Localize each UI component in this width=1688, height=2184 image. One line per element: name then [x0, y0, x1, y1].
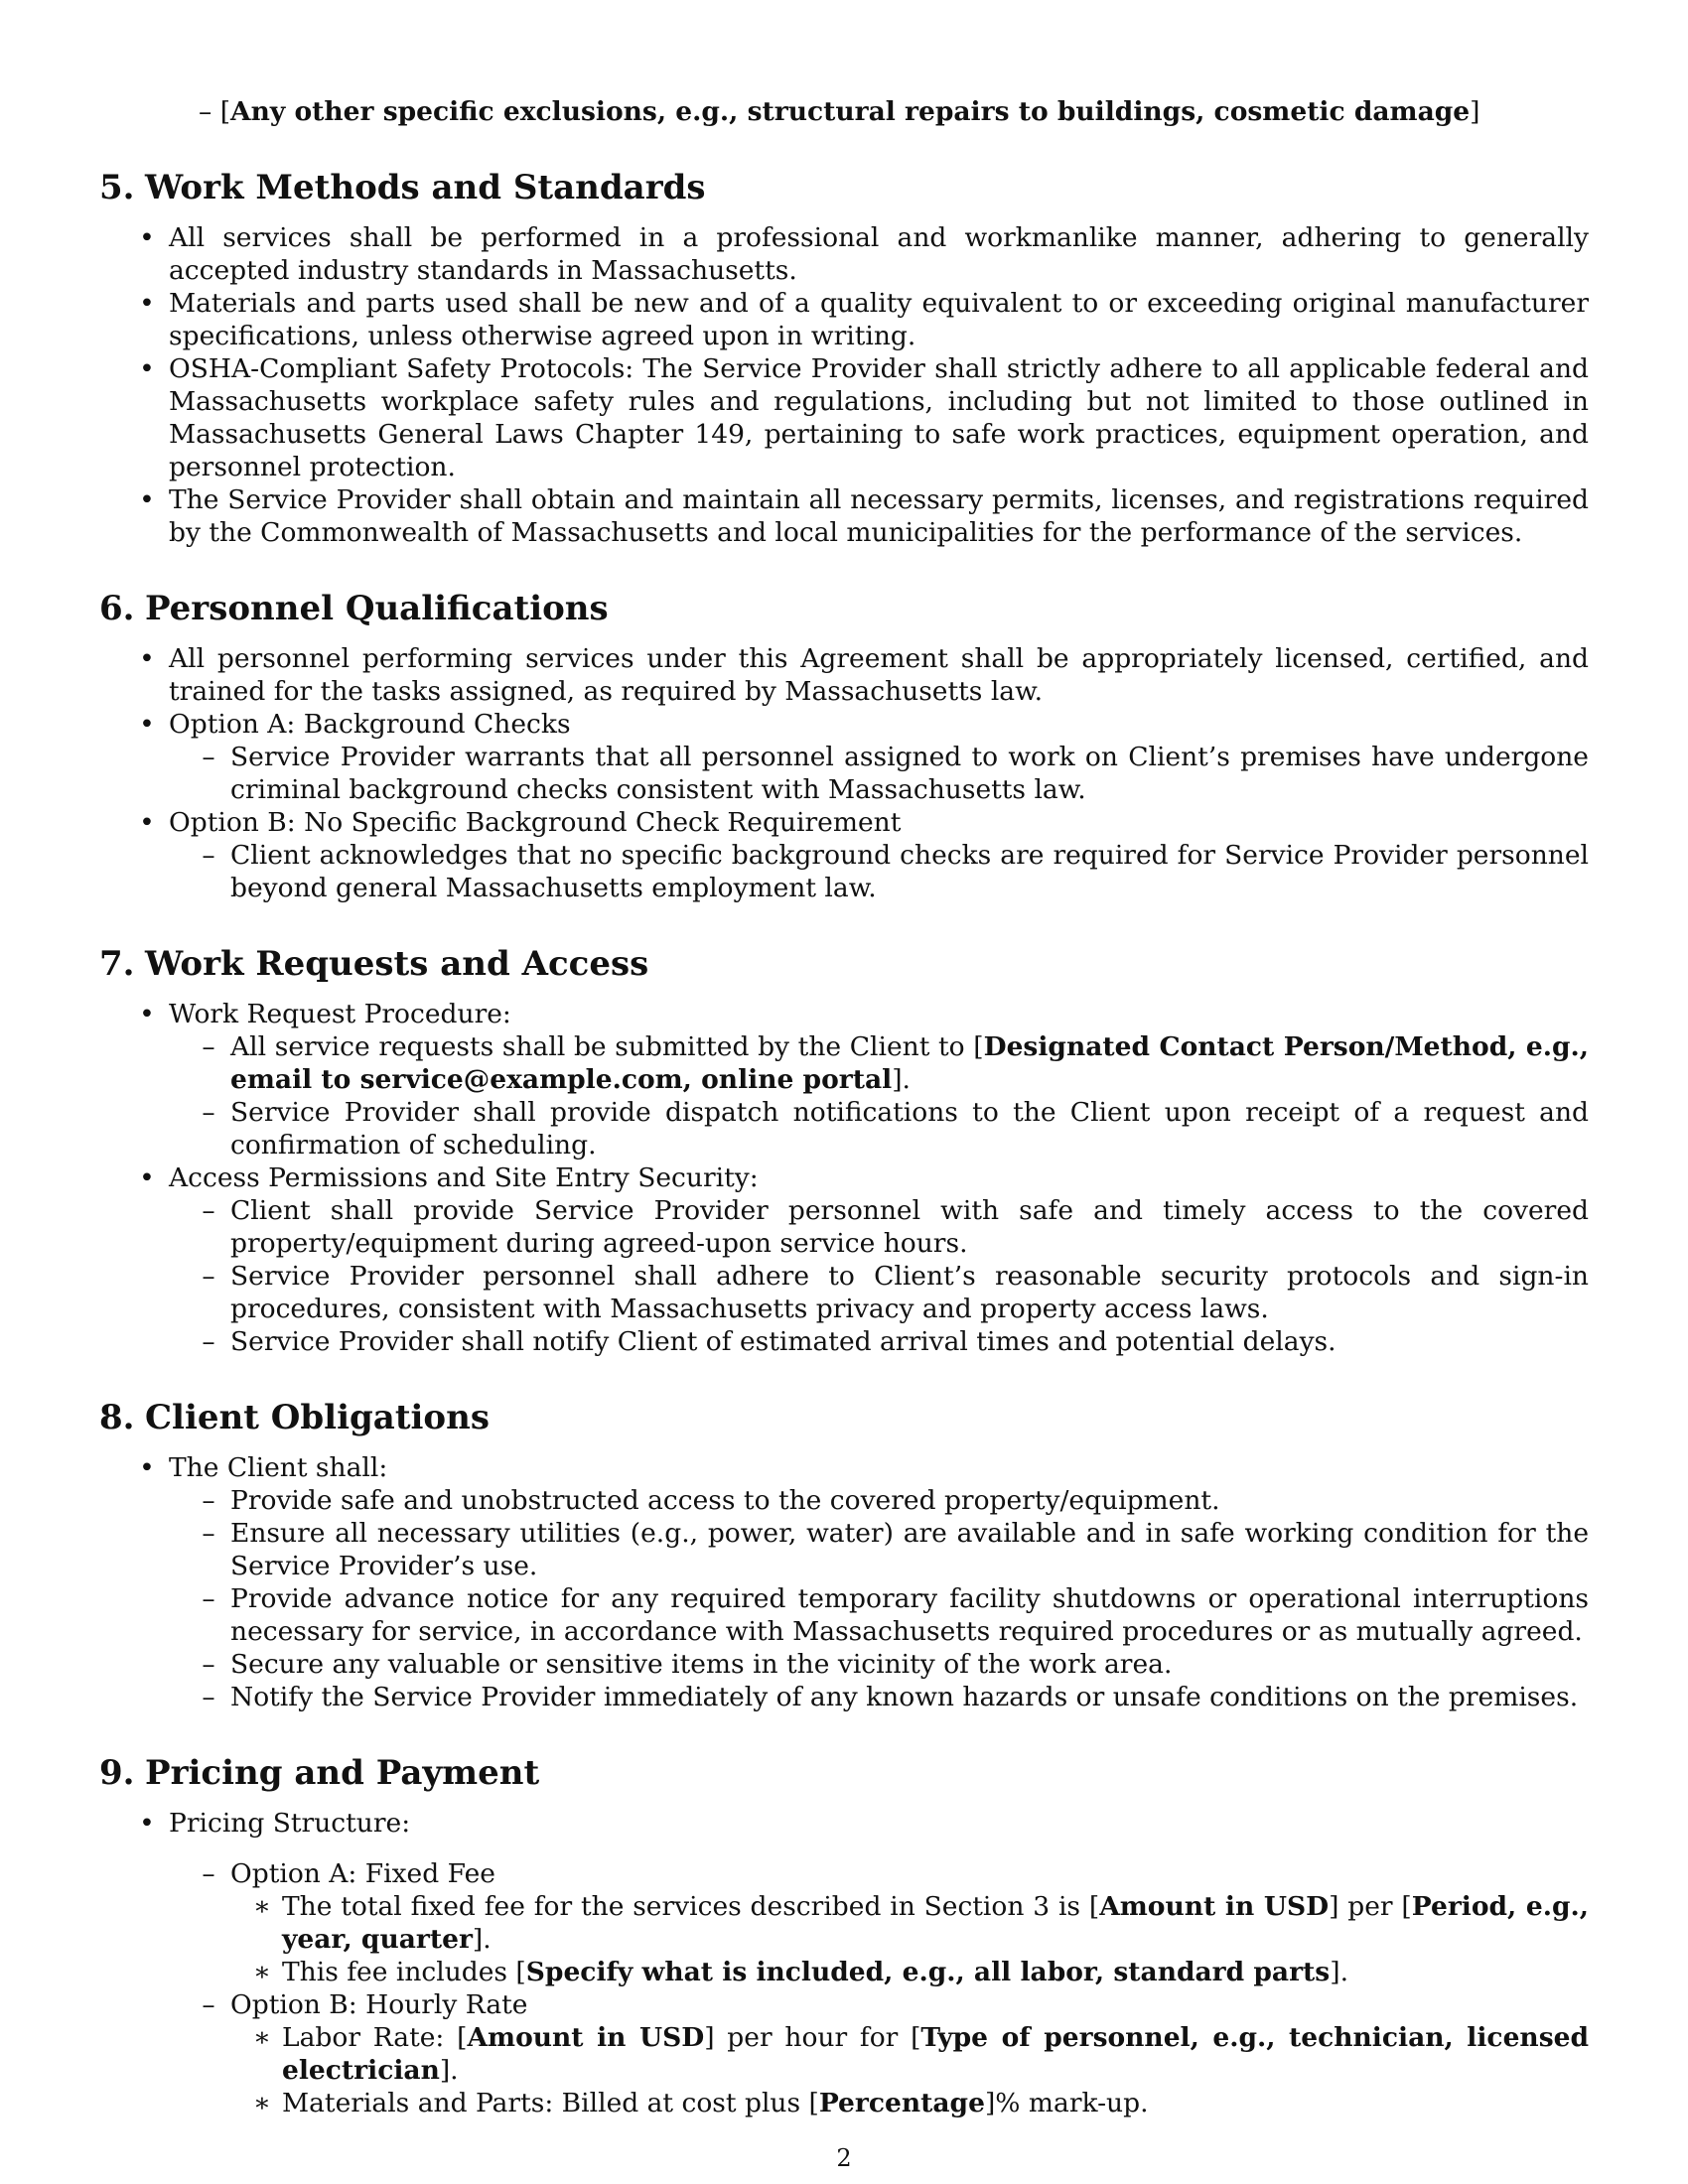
section-heading-9: 9. Pricing and Payment: [99, 1753, 540, 1793]
sub-list-item: – Client shall provide Service Provider personnel with safe and timely access to the covered property/equipment during agreed-upon service hours.: [169, 1194, 1589, 1260]
star-marker: ∗: [252, 1957, 271, 1987]
placeholder-text: Any other specific exclusions, e.g., structural repairs to buildings, cosmetic damage: [230, 96, 1471, 127]
placeholder-text: Percentage: [818, 2088, 985, 2118]
bullet-marker: •: [139, 1452, 155, 1483]
bullet-marker: •: [139, 222, 155, 253]
placeholder-text: Period, e.g., year, quarter: [282, 1891, 1589, 1955]
dash-marker: –: [202, 1649, 215, 1680]
sub-list-item: – Client acknowledges that no specific background checks are required for Service Provider personnel beyond general Massachusetts employment law.: [169, 839, 1589, 904]
list-item: • Work Request Procedure: – All service requests shall be submitted by the Client to [Designated Contact Person/Method, e.g., email to service@example.com, online portal]. – Service Provider shall provide dispatch notifications to the Client upon receipt of a request and confirmation of scheduling.: [99, 998, 1589, 1161]
bullet-marker: •: [139, 288, 155, 319]
star-marker: ∗: [252, 2022, 271, 2053]
dash-marker: –: [202, 1518, 215, 1549]
bullet-marker: •: [139, 807, 155, 838]
star-marker: ∗: [252, 2088, 271, 2118]
dash-marker: –: [202, 1261, 215, 1292]
dash-marker: –: [202, 1097, 215, 1128]
sub-sub-list-item: ∗ Materials and Parts: Billed at cost plus [Percentage]% mark-up.: [252, 2088, 1149, 2118]
section-heading-7: 7. Work Requests and Access: [99, 944, 649, 984]
list-item: • All services shall be performed in a professional and workmanlike manner, adhering to generally accepted industry standards in Massachusetts.: [99, 221, 1589, 287]
section-heading-5: 5. Work Methods and Standards: [99, 168, 706, 207]
list-item: • OSHA-Compliant Safety Protocols: The Service Provider shall strictly adhere to all applicable federal and Massachusetts workplace safety rules and regulations, including but not limited to those outlined in Massachusetts General Laws Chapter 149, pertaining to safe work practices, equipment operation, and personnel protection.: [99, 352, 1589, 483]
sub-list-item: – Service Provider shall provide dispatch notifications to the Client upon receipt of a request and confirmation of scheduling.: [169, 1096, 1589, 1161]
dash-marker: –: [199, 96, 220, 127]
list-item: • Access Permissions and Site Entry Security: – Client shall provide Service Provider personnel with safe and timely access to the covered property/equipment during agreed-upon service hours. – Service Provider personnel shall adhere to Client’s reasonable security protocols and sign-in procedures, consistent with Massachusetts privacy and property access laws. – Service Provider shall notify Client of estimated arrival times and potential delays.: [99, 1161, 1589, 1358]
dash-marker: –: [202, 742, 215, 772]
dash-marker: –: [202, 840, 215, 871]
section-6-list: [99, 642, 1589, 904]
list-item: • The Service Provider shall obtain and maintain all necessary permits, licenses, and registrations required by the Commonwealth of Massachusetts and local municipalities for the performance of the services.: [99, 483, 1589, 549]
document-page: [99, 95, 1589, 2119]
bullet-marker: •: [139, 484, 155, 515]
sub-list-item: – Provide advance notice for any required temporary facility shutdowns or operational interruptions necessary for service, in accordance with Massachusetts required procedures or as mutually agreed.: [169, 1582, 1589, 1648]
sub-sub-list-item: ∗ The total fixed fee for the services described in Section 3 is [Amount in USD] per [Period, e.g., year, quarter].: [252, 1891, 1589, 1955]
dash-marker: –: [202, 1195, 215, 1226]
list-item: • Pricing Structure: – Option A: Fixed Fee ∗ The total fixed fee for the services described in Section 3 is [Amount in USD] per [Period, e.g., year, quarter]. ∗ This fee includes [Specify what is included, e.g., all labor, standard parts]. – Option B: Hourly Rate ∗ Labor Rate: [Amount in USD] per hour for [Type of personnel, e.g., technician, licensed electrician]. ∗ Materials and Parts: Billed at cost plus [Percentage]% mark-up.: [99, 1807, 1589, 2119]
dash-marker: –: [202, 1583, 215, 1614]
section-7-list: [99, 998, 1589, 1358]
section-8-list: [99, 1451, 1589, 1713]
dash-marker: –: [202, 1485, 215, 1516]
section-heading-8: 8. Client Obligations: [99, 1398, 490, 1437]
sub-list-item: – Service Provider shall notify Client of estimated arrival times and potential delays.: [169, 1325, 1589, 1358]
bullet-marker: •: [139, 353, 155, 384]
section-heading-6: 6. Personnel Qualifications: [99, 589, 609, 628]
sub-list-item: – Option B: Hourly Rate ∗ Labor Rate: [Amount in USD] per hour for [Type of personnel, e.g., technician, licensed electrician]. ∗ Materials and Parts: Billed at cost plus [Percentage]% mark-up.: [169, 1988, 1589, 2119]
list-item: • Option A: Background Checks – Service Provider warrants that all personnel assigned to work on Client’s premises have undergone criminal background checks consistent with Massachusetts law.: [99, 708, 1589, 806]
bullet-marker: •: [139, 1808, 155, 1839]
sub-list-item: – Ensure all necessary utilities (e.g., power, water) are available and in safe working condition for the Service Provider’s use.: [169, 1517, 1589, 1582]
sub-list-item: – Option A: Fixed Fee ∗ The total fixed fee for the services described in Section 3 is [Amount in USD] per [Period, e.g., year, quarter]. ∗ This fee includes [Specify what is included, e.g., all labor, standard parts].: [169, 1857, 1589, 1988]
spacer: [169, 1840, 1589, 1857]
list-item: • The Client shall: – Provide safe and unobstructed access to the covered property/equipment. – Ensure all necessary utilities (e.g., power, water) are available and in safe working condition for the Service Provider’s use. – Provide advance notice for any required temporary facility shutdowns or operational interruptions necessary for service, in accordance with Massachusetts required procedures or as mutually agreed. – Secure any valuable or sensitive items in the vicinity of the work area. – Notify the Service Provider immediately of any known hazards or unsafe conditions on the premises.: [99, 1451, 1589, 1713]
dash-marker: –: [202, 1326, 215, 1357]
section-9-list: [99, 1807, 1589, 2119]
placeholder-text: Designated Contact Person/Method, e.g., email to service@example.com, online portal: [230, 1031, 1589, 1095]
carryover-exclusion-item: – [Any other specific exclusions, e.g., structural repairs to buildings, cosmetic damage]: [199, 96, 1480, 127]
list-item: • Materials and parts used shall be new and of a quality equivalent to or exceeding original manufacturer specifications, unless otherwise agreed upon in writing.: [99, 287, 1589, 352]
bullet-marker: •: [139, 1162, 155, 1193]
dash-marker: –: [202, 1858, 215, 1889]
sub-sub-list-item: ∗ Labor Rate: [Amount in USD] per hour for [Type of personnel, e.g., technician, licensed electrician].: [252, 2022, 1589, 2086]
bullet-marker: •: [139, 709, 155, 740]
bullet-marker: •: [139, 643, 155, 674]
page-number: 2: [836, 2144, 852, 2172]
list-item: • Option B: No Specific Background Check Requirement – Client acknowledges that no specific background checks are required for Service Provider personnel beyond general Massachusetts employment law.: [99, 806, 1589, 904]
sub-list-item: – Provide safe and unobstructed access to the covered property/equipment.: [169, 1484, 1589, 1517]
dash-marker: –: [202, 1031, 215, 1062]
dash-marker: –: [202, 1682, 215, 1712]
sub-list-item: – All service requests shall be submitted by the Client to [Designated Contact Person/Method, e.g., email to service@example.com, online portal].: [169, 1030, 1589, 1096]
sub-list-item: – Service Provider warrants that all personnel assigned to work on Client’s premises have undergone criminal background checks consistent with Massachusetts law.: [169, 741, 1589, 806]
sub-list-item: – Secure any valuable or sensitive items in the vicinity of the work area.: [169, 1648, 1589, 1681]
placeholder-text: Specify what is included, e.g., all labor, standard parts: [525, 1957, 1331, 1987]
sub-list-item: – Service Provider personnel shall adhere to Client’s reasonable security protocols and sign-in procedures, consistent with Massachusetts privacy and property access laws.: [169, 1260, 1589, 1325]
placeholder-text: Amount in USD: [467, 2022, 705, 2053]
sub-sub-list-item: ∗ This fee includes [Specify what is included, e.g., all labor, standard parts].: [252, 1957, 1348, 1987]
placeholder-text: Type of personnel, e.g., technician, licensed electrician: [282, 2022, 1589, 2086]
sub-list-item: – Notify the Service Provider immediately of any known hazards or unsafe conditions on the premises.: [169, 1681, 1589, 1713]
bullet-marker: •: [139, 999, 155, 1029]
placeholder-text: Amount in USD: [1099, 1891, 1330, 1922]
section-5-list: [99, 221, 1589, 549]
dash-marker: –: [202, 1989, 215, 2020]
star-marker: ∗: [252, 1891, 271, 1922]
list-item: • All personnel performing services under this Agreement shall be appropriately licensed, certified, and trained for the tasks assigned, as required by Massachusetts law.: [99, 642, 1589, 708]
